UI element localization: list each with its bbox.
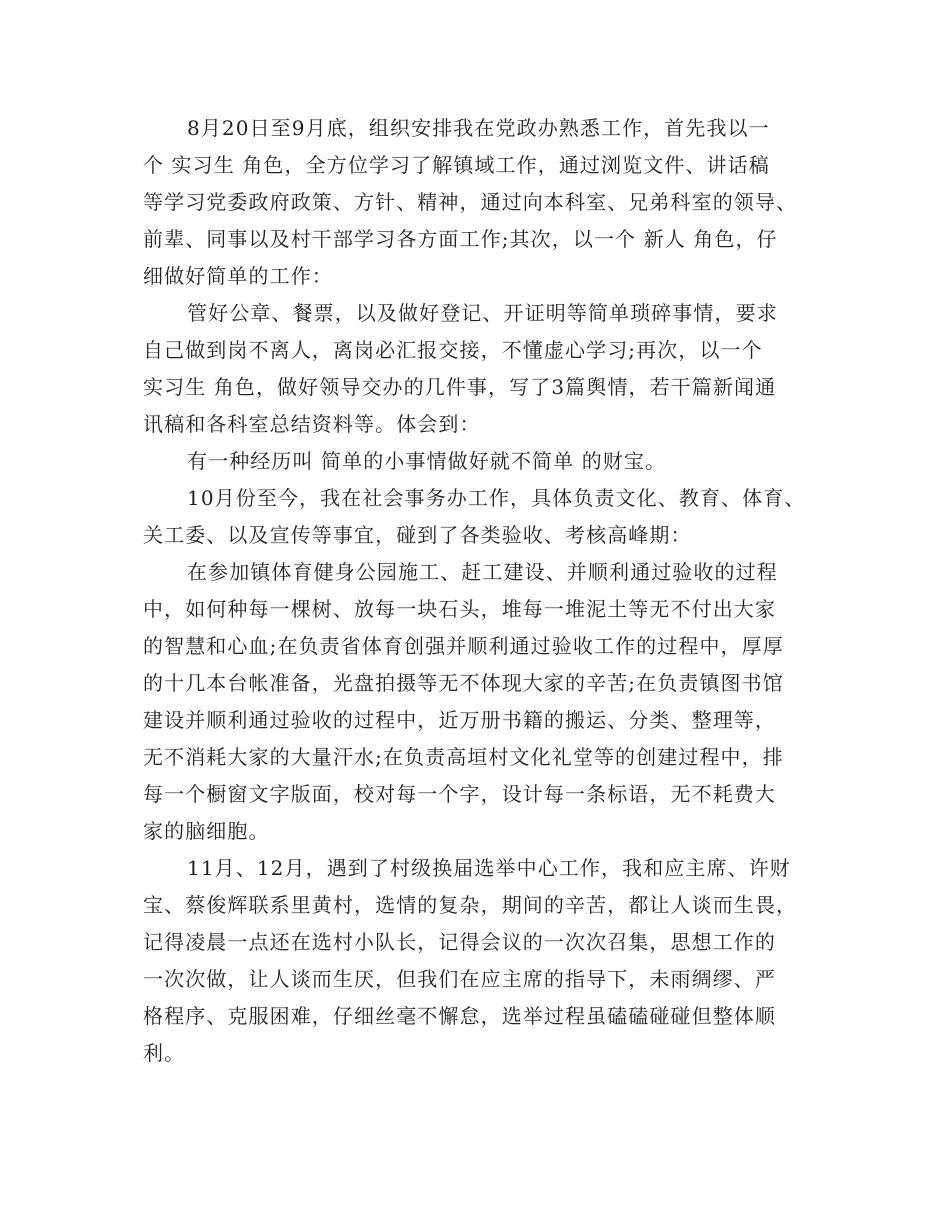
paragraph-line: 建设并顺利通过验收的过程中，近万册书籍的搬运、分类、整理等，	[143, 708, 776, 732]
paragraph-line: 8月20日至9月底，组织安排我在党政办熟悉工作，首先我以一	[187, 116, 770, 140]
paragraph-line: 在参加镇体育健身公园施工、赶工建设、并顺利通过验收的过程	[187, 560, 778, 584]
paragraph-line: 每一个橱窗文字版面，校对每一个字，设计每一条标语，无不耗费大	[143, 782, 776, 806]
paragraph-line: 管好公章、餐票，以及做好登记、开证明等简单琐碎事情，要求	[187, 301, 778, 325]
paragraph-line: 记得凌晨一点还在选村小队长，记得会议的一次次召集，思想工作的	[143, 930, 776, 954]
paragraph-line: 的智慧和心血;在负责省体育创强并顺利通过验收工作的过程中，厚厚	[143, 634, 784, 658]
paragraph-line: 有一种经历叫 简单的小事情做好就不简单 的财宝。	[187, 449, 667, 473]
paragraph-line: 家的脑细胞。	[143, 819, 270, 843]
paragraph-line: 个 实习生 角色，全方位学习了解镇域工作，通过浏览文件、讲话稿	[143, 153, 770, 177]
paragraph-line: 格程序、克服困难，仔细丝毫不懈怠，选举过程虽磕磕碰碰但整体顺	[143, 1004, 776, 1028]
paragraph-line: 的十几本台帐准备，光盘拍摄等无不体现大家的辛苦;在负责镇图书馆	[143, 671, 784, 695]
paragraph-line: 关工委、以及宣传等事宜，碰到了各类验收、考核高峰期：	[143, 523, 692, 547]
paragraph-line: 讯稿和各科室总结资料等。体会到：	[143, 412, 481, 436]
paragraph-line: 等学习党委政府政策、方针、精神，通过向本科室、兄弟科室的领导、	[143, 190, 798, 214]
paragraph-line: 无不消耗大家的大量汗水;在负责高垣村文化礼堂等的创建过程中，排	[143, 745, 784, 769]
document-page	[143, 110, 823, 1072]
paragraph-line: 一次次做，让人谈而生厌，但我们在应主席的指导下，未雨绸缪、严	[143, 967, 776, 991]
paragraph-line: 利。	[143, 1041, 186, 1065]
paragraph-line: 中，如何种每一棵树、放每一块石头，堆每一堆泥土等无不付出大家	[143, 597, 776, 621]
paragraph-line: 宝、蔡俊辉联系里黄村，选情的复杂，期间的辛苦，都让人谈而生畏，	[143, 893, 798, 917]
paragraph-line: 自己做到岗不离人，离岗必汇报交接，不懂虚心学习;再次，以一个	[143, 338, 763, 362]
paragraph-line: 实习生 角色，做好领导交办的几件事，写了3篇舆情，若干篇新闻通	[143, 375, 777, 399]
paragraph-line: 11月、12月，遇到了村级换届选举中心工作，我和应主席、许财	[187, 856, 791, 880]
paragraph-line: 细做好简单的工作：	[143, 264, 333, 288]
paragraph-line: 前辈、同事以及村干部学习各方面工作;其次，以一个 新人 角色，仔	[143, 227, 778, 251]
paragraph-line: 10月份至今，我在社会事务办工作，具体负责文化、教育、体育、	[187, 486, 806, 510]
